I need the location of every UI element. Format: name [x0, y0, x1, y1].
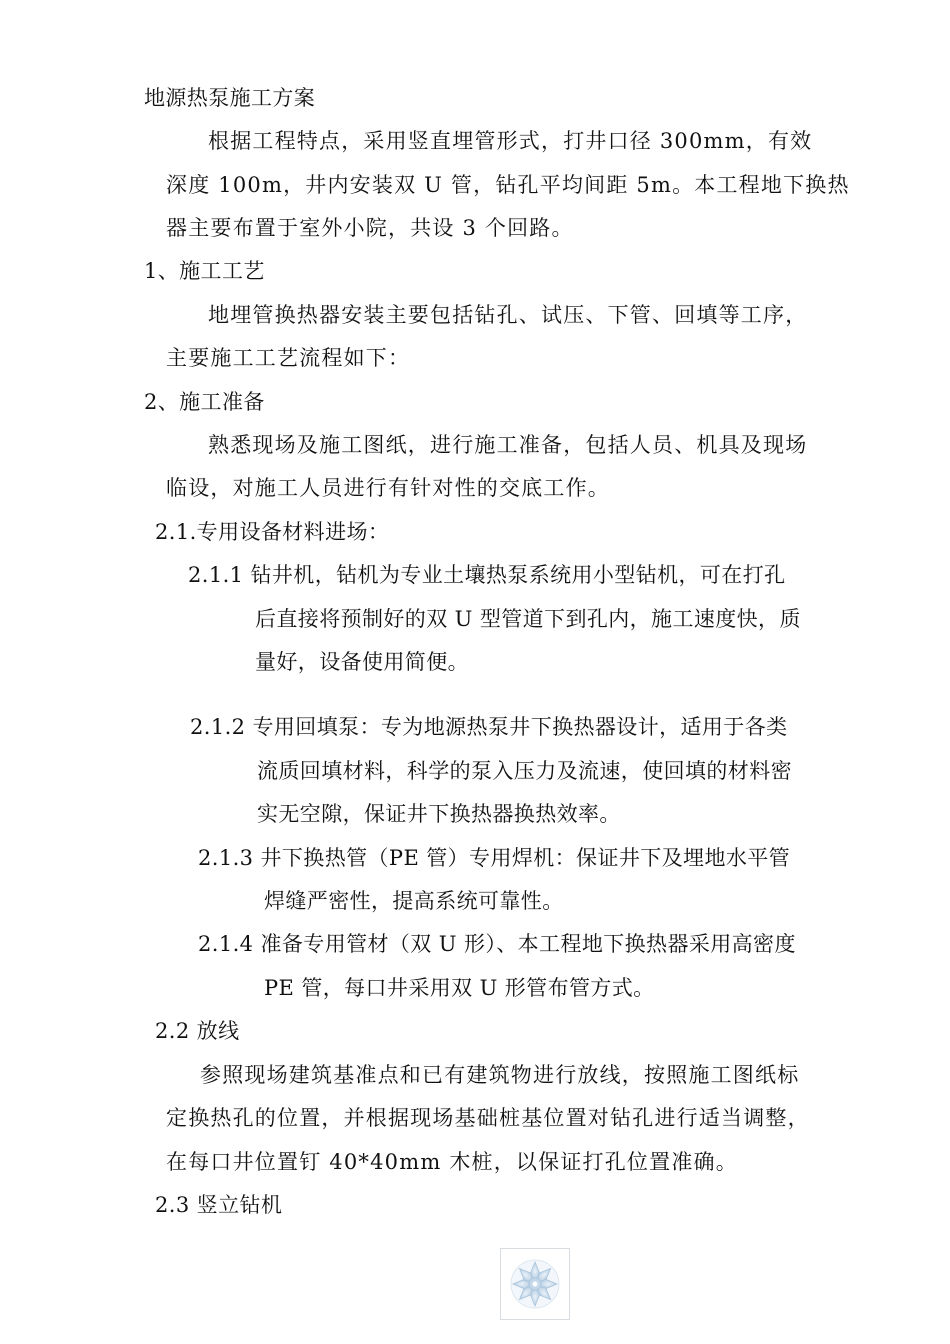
section-1-line-1: 地埋管换热器安装主要包括钻孔、试压、下管、回填等工序， [208, 303, 808, 327]
section-2-line-1: 熟悉现场及施工图纸，进行施工准备，包括人员、机具及现场 [208, 433, 808, 457]
subsection-2-2-line-3: 在每口井位置钉 40*40mm 木桩，以保证打孔位置准确。 [166, 1150, 738, 1174]
section-2-heading: 2、施工准备 [144, 390, 265, 414]
intro-line-2: 深度 100m，井内安装双 U 管，钻孔平均间距 5m。本工程地下换热 [166, 173, 850, 197]
item-2-1-3-line-2: 焊缝严密性，提高系统可靠性。 [264, 889, 564, 913]
document-title: 地源热泵施工方案 [144, 86, 316, 110]
item-2-1-2-line-3: 实无空隙，保证井下换热器换热效率。 [257, 802, 621, 826]
section-1-heading: 1、施工工艺 [144, 259, 265, 283]
subsection-2-2-line-1: 参照现场建筑基准点和已有建筑物进行放线，按照施工图纸标 [200, 1063, 800, 1087]
item-2-1-2-line-2: 流质回填材料，科学的泵入压力及流速，使回填的材料密 [257, 759, 792, 783]
subsection-2-3-heading: 2.3 竖立钻机 [155, 1193, 283, 1217]
intro-line-3: 器主要布置于室外小院，共设 3 个回路。 [166, 216, 574, 240]
snowflake-stamp-graphic [501, 1249, 569, 1319]
item-2-1-1-line-2: 后直接将预制好的双 U 型管道下到孔内，施工速度快，质 [255, 607, 801, 631]
subsection-2-2-heading: 2.2 放线 [155, 1019, 240, 1043]
subsection-2-2-line-2: 定换热孔的位置，并根据现场基础桩基位置对钻孔进行适当调整， [166, 1106, 810, 1130]
section-2-line-2: 临设，对施工人员进行有针对性的交底工作。 [166, 476, 610, 500]
intro-line-1: 根据工程特点，采用竖直埋管形式，打井口径 300mm，有效 [208, 129, 813, 153]
item-2-1-2-line-1: 2.1.2 专用回填泵：专为地源热泵井下换热器设计，适用于各类 [190, 715, 788, 739]
snowflake-stamp-icon [500, 1248, 570, 1320]
item-2-1-3-line-1: 2.1.3 井下换热管（PE 管）专用焊机：保证井下及埋地水平管 [198, 846, 791, 870]
item-2-1-1-line-3: 量好，设备使用简便。 [255, 650, 469, 674]
subsection-2-1-heading: 2.1.专用设备材料进场： [155, 520, 390, 544]
item-2-1-1-line-1: 2.1.1 钻井机，钻机为专业土壤热泵系统用小型钻机，可在打孔 [188, 563, 786, 587]
section-1-line-2: 主要施工工艺流程如下： [166, 346, 411, 370]
item-2-1-4-line-2: PE 管，每口井采用双 U 形管布管方式。 [264, 976, 655, 1000]
item-2-1-4-line-1: 2.1.4 准备专用管材（双 U 形）、本工程地下换热器采用高密度 [198, 932, 796, 956]
